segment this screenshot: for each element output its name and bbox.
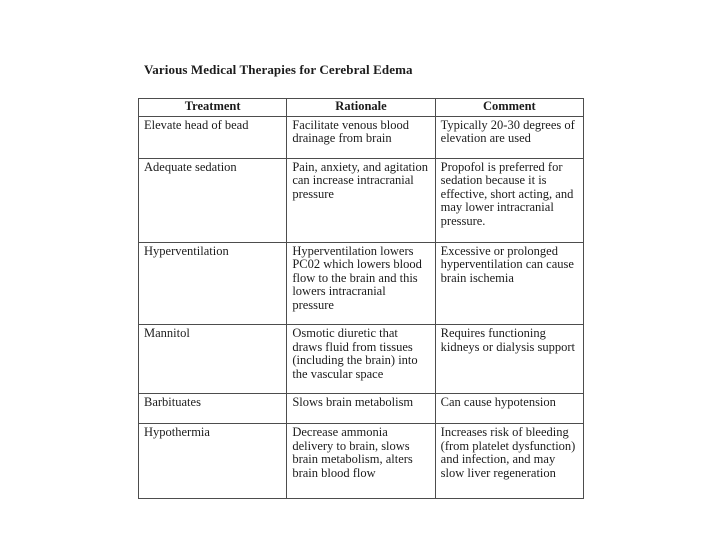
rationale-cell: Osmotic diuretic that draws fluid from tissues (including the brain) into the vascular space <box>287 325 435 394</box>
table-row <box>139 242 584 325</box>
rationale-cell: Pain, anxiety, and agitation can increase intracranial pressure <box>287 158 435 242</box>
rationale-cell: Decrease ammonia delivery to brain, slows brain metabolism, alters brain blood flow <box>287 424 435 499</box>
comment-cell: Can cause hypotension <box>435 394 583 424</box>
comment-cell: Typically 20-30 degrees of elevation are used <box>435 116 583 158</box>
rationale-cell: Facilitate venous blood drainage from brain <box>287 116 435 158</box>
comment-cell: Requires functioning kidneys or dialysis support <box>435 325 583 394</box>
table-row <box>139 116 584 158</box>
treatment-cell: Barbituates <box>139 394 287 424</box>
table-row <box>139 394 584 424</box>
table-row <box>139 325 584 394</box>
comment-cell: Increases risk of bleeding (from platelet dysfunction) and infection, and may slow liver regeneration <box>435 424 583 499</box>
page-title: Various Medical Therapies for Cerebral Edema <box>144 62 413 77</box>
rationale-cell: Slows brain metabolism <box>287 394 435 424</box>
column-header-treatment: Treatment <box>139 99 287 117</box>
treatment-cell: Mannitol <box>139 325 287 394</box>
therapies-table <box>138 98 584 499</box>
column-header-rationale: Rationale <box>287 99 435 117</box>
table-header-row <box>139 99 584 117</box>
comment-cell: Propofol is preferred for sedation because it is effective, short acting, and may lower intracranial pressure. <box>435 158 583 242</box>
comment-cell: Excessive or prolonged hyperventilation can cause brain ischemia <box>435 242 583 325</box>
table-row <box>139 424 584 499</box>
treatment-cell: Adequate sedation <box>139 158 287 242</box>
rationale-cell: Hyperventilation lowers PC02 which lowers blood flow to the brain and this lowers intracranial pressure <box>287 242 435 325</box>
treatment-cell: Elevate head of bead <box>139 116 287 158</box>
treatment-cell: Hyperventilation <box>139 242 287 325</box>
treatment-cell: Hypothermia <box>139 424 287 499</box>
table-row <box>139 158 584 242</box>
column-header-comment: Comment <box>435 99 583 117</box>
